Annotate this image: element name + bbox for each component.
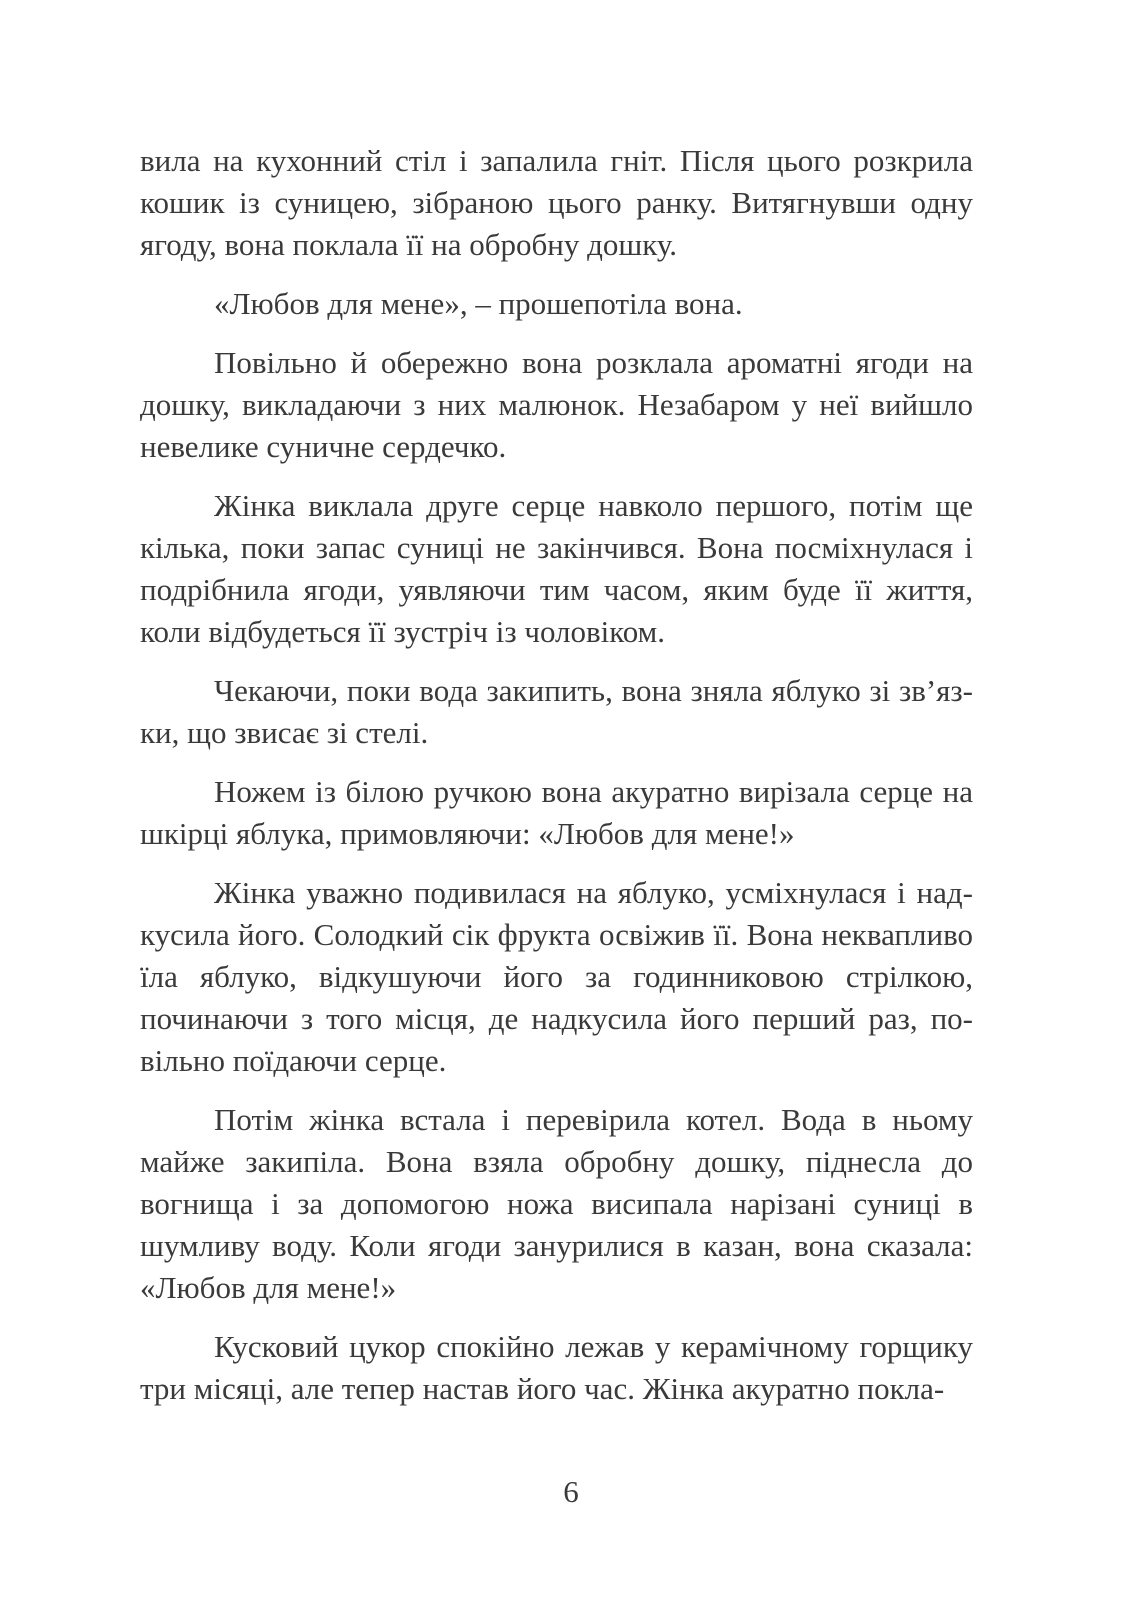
paragraph-1: вила на кухонний стіл і запалила гніт. Після цього розкрила кошик із суницею, зібраною цього ранку. Витягнувши одну ягоду, вона поклала її на обробну дошку. — [140, 143, 973, 262]
paragraph-2: «Любов для мене», – прошепотіла вона. — [214, 286, 743, 321]
paragraph-8: Потім жінка встала і перевірила котел. Вода в ньому майже закипіла. Вона взяла обробну дошку, піднесла до вогнища і за допомогою ножа висипала нарізані суниці в шумливу воду. Коли ягоди занурилися в казан, вона сказала: «Любов для мене!» — [140, 1102, 973, 1305]
page-number: 6 — [563, 1474, 579, 1509]
paragraph-7: Жінка уважно подивилася на яблуко, усміхнулася і надкусила його. Солодкий сік фрукта освіжив її. Вона неквапливо їла яблуко, відкушуючи його за годинниковою стрілкою, починаючи з того місця, де надкусила його перший раз, повільно поїдаючи серце. — [140, 875, 973, 1078]
paragraph-5: Чекаючи, поки вода закипить, вона зняла яблуко зі зв’язки, що звисає зі стелі. — [140, 673, 973, 750]
paragraph-6: Ножем із білою ручкою вона акуратно вирізала серце на шкірці яблука, примовляючи: «Любов для мене!» — [140, 774, 973, 851]
paragraph-4: Жінка виклала друге серце навколо першого, потім ще кілька, поки запас суниці не закінчився. Вона посміхнулася і подрібнила ягоди, уявляючи тим часом, яким буде її життя, коли відбудеться її зустріч із чоловіком. — [140, 488, 973, 649]
paragraph-3: Повільно й обережно вона розклала ароматні ягоди на дошку, викладаючи з них малюнок. Незабаром у неї вийшло невелике суничне сердечко. — [140, 345, 973, 464]
paragraph-9: Кусковий цукор спокійно лежав у керамічному горщику три місяці, але тепер настав його час. Жінка акуратно покла- — [140, 1329, 973, 1406]
page-body — [140, 140, 973, 1427]
